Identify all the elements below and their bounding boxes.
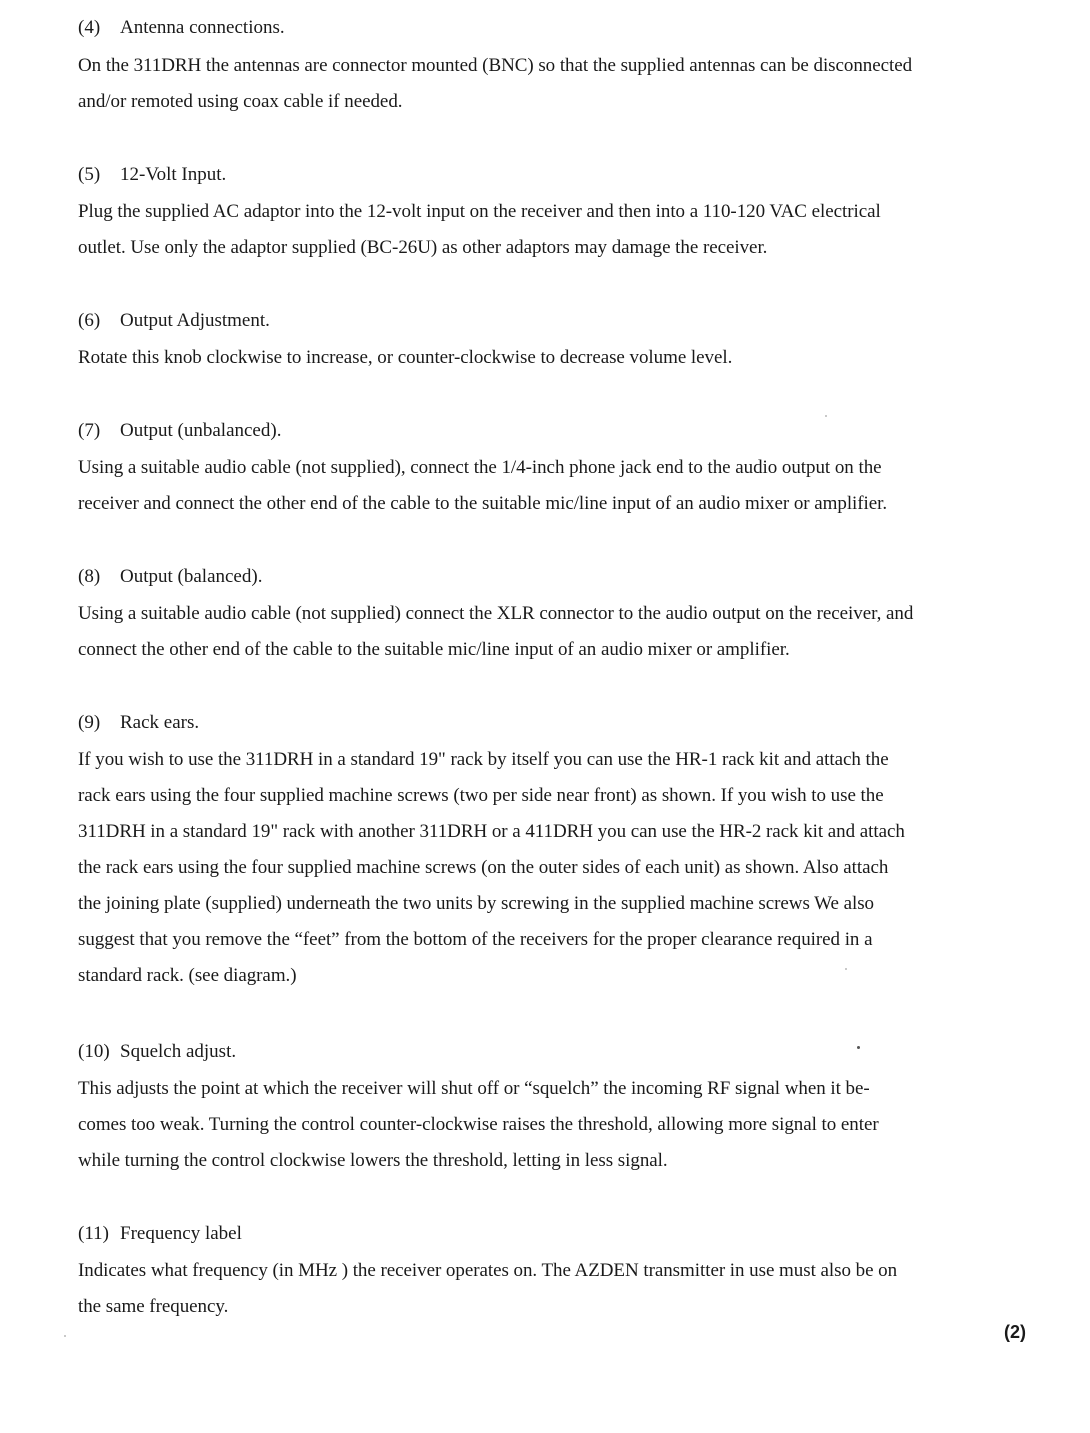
body-line: receiver and connect the other end of the cable to the suitable mic/line input of an audio mixer or amplifier. <box>78 493 888 514</box>
section-title: Rack ears. <box>120 712 200 733</box>
section-number: (6) <box>78 310 101 331</box>
body-line: standard rack. (see diagram.) <box>78 965 297 986</box>
section-rack-ears <box>78 711 1038 988</box>
body-line: outlet. Use only the adaptor supplied (BC-26U) as other adaptors may damage the receiver. <box>78 237 768 258</box>
body-line: If you wish to use the 311DRH in a standard 19" rack by itself you can use the HR-1 rack kit and attach the <box>78 749 889 770</box>
section-12-volt-input <box>78 163 1038 260</box>
body-line: the joining plate (supplied) underneath the two units by screwing in the supplied machine screws We also <box>78 893 875 914</box>
body-line: On the 311DRH the antennas are connector mounted (BNC) so that the supplied antennas can be disconnected <box>78 55 913 76</box>
section-output-unbalanced <box>78 419 1038 516</box>
body-line: connect the other end of the cable to the suitable mic/line input of an audio mixer or amplifier. <box>78 639 790 660</box>
section-heading <box>78 309 1038 333</box>
section-title: Frequency label <box>120 1223 242 1244</box>
section-heading <box>78 565 1038 589</box>
section-heading <box>78 1222 1038 1246</box>
section-number: (5) <box>78 164 101 185</box>
scan-speck <box>845 968 847 970</box>
section-number: (9) <box>78 712 101 733</box>
body-line: Using a suitable audio cable (not supplied) connect the XLR connector to the audio output on the receiver, and <box>78 603 914 624</box>
body-line: comes too weak. Turning the control counter-clockwise raises the threshold, allowing more signal to enter <box>78 1114 879 1135</box>
section-number: (4) <box>78 17 101 38</box>
body-line: Using a suitable audio cable (not supplied), connect the 1/4-inch phone jack end to the audio output on the <box>78 457 882 478</box>
section-heading <box>78 1040 1038 1064</box>
scan-speck <box>857 1046 860 1049</box>
section-title: Output Adjustment. <box>120 310 270 331</box>
section-output-adjustment <box>78 309 1038 370</box>
body-line: the rack ears using the four supplied machine screws (on the outer sides of each unit) as shown. Also attach <box>78 857 889 878</box>
section-frequency-label <box>78 1222 1038 1319</box>
section-antenna-connections <box>78 16 1038 114</box>
scan-speck <box>825 415 827 417</box>
body-line: This adjusts the point at which the receiver will shut off or “squelch” the incoming RF signal when it be- <box>78 1078 870 1099</box>
section-number: (11) <box>78 1223 109 1244</box>
section-title: 12-Volt Input. <box>120 164 227 185</box>
section-title: Output (unbalanced). <box>120 420 282 441</box>
section-number: (10) <box>78 1041 110 1062</box>
section-heading <box>78 419 1038 443</box>
body-line: Rotate this knob clockwise to increase, or counter-clockwise to decrease volume level. <box>78 347 733 368</box>
body-line: 311DRH in a standard 19" rack with another 311DRH or a 411DRH you can use the HR-2 rack kit and attach <box>78 821 905 842</box>
section-title: Antenna connections. <box>120 17 285 38</box>
section-title: Output (balanced). <box>120 566 263 587</box>
section-output-balanced <box>78 565 1038 662</box>
body-line: and/or remoted using coax cable if needed. <box>78 91 403 112</box>
body-line: Plug the supplied AC adaptor into the 12-volt input on the receiver and then into a 110-120 VAC electrical <box>78 201 881 222</box>
section-squelch-adjust <box>78 1040 1038 1173</box>
section-title: Squelch adjust. <box>120 1041 237 1062</box>
body-line: Indicates what frequency (in MHz ) the receiver operates on. The AZDEN transmitter in use must also be on <box>78 1260 898 1281</box>
body-line: the same frequency. <box>78 1296 229 1317</box>
section-heading <box>78 16 1038 40</box>
body-line: suggest that you remove the “feet” from the bottom of the receivers for the proper clearance required in a <box>78 929 873 950</box>
page-number: (2) <box>1004 1322 1026 1342</box>
scan-speck <box>64 1335 66 1337</box>
body-line: while turning the control clockwise lowers the threshold, letting in less signal. <box>78 1150 668 1171</box>
section-heading <box>78 163 1038 187</box>
section-number: (8) <box>78 566 101 587</box>
body-line: rack ears using the four supplied machine screws (two per side near front) as shown. If you wish to use the <box>78 785 884 806</box>
section-heading <box>78 711 1038 735</box>
section-number: (7) <box>78 420 101 441</box>
